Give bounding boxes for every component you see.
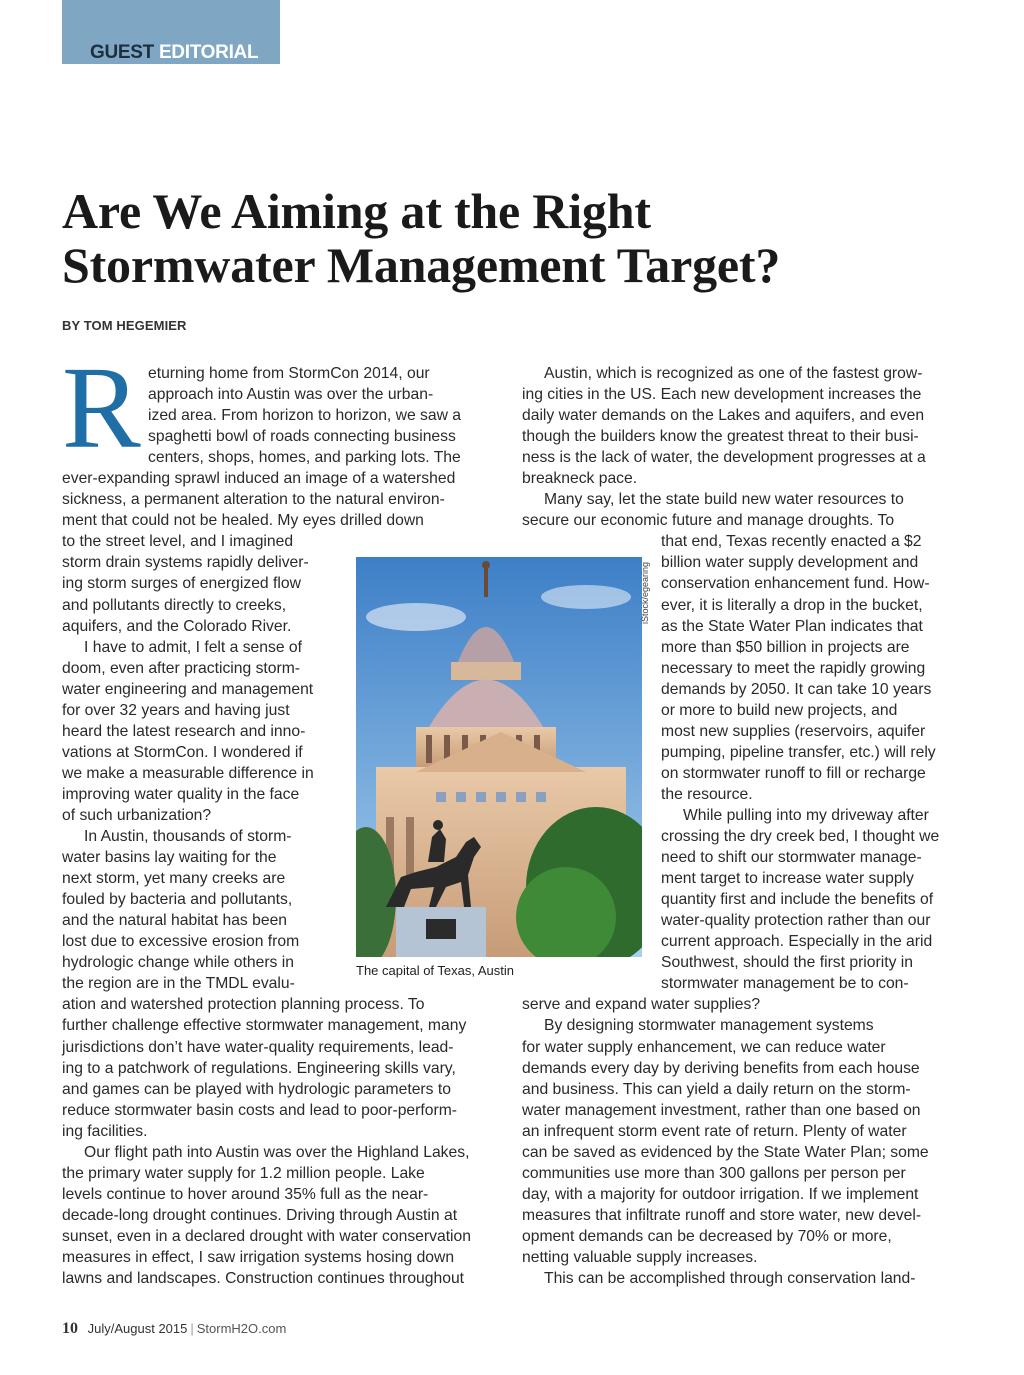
text-line: for over 32 years and having just (62, 701, 290, 719)
text-line: and business. This can yield a daily return on the storm- (522, 1080, 911, 1098)
text-line: ment target to increase water supply (661, 870, 914, 888)
text-line: need to shift our stormwater manage- (661, 849, 922, 867)
text-line: water management investment, rather than one based on (522, 1101, 921, 1119)
text-line: as the State Water Plan indicates that (661, 617, 923, 635)
photo-credit-text: iStock/egearing (640, 561, 651, 625)
text-line: water basins lay waiting for the (62, 849, 277, 867)
text-line: most new supplies (reservoirs, aquifer (661, 722, 926, 740)
text-line: and games can be played with hydrologic parameters to (62, 1080, 451, 1098)
text-line: vations at StormCon. I wondered if (62, 743, 303, 761)
text-line: levels continue to hover around 35% full as the near- (62, 1185, 429, 1203)
issue-date: July/August 2015 (87, 1321, 188, 1336)
text-line: on stormwater runoff to fill or recharge (661, 764, 926, 782)
text-line: reduce stormwater basin costs and lead to poor-perform- (62, 1101, 457, 1119)
drop-cap: R (62, 342, 141, 473)
text-line: water engineering and management (62, 680, 314, 698)
text-line: decade-long drought continues. Driving through Austin at (62, 1206, 458, 1224)
text-line: we make a measurable difference in (62, 764, 314, 782)
text-line: While pulling into my driveway after (683, 806, 929, 824)
text-line: storm drain systems rapidly deliver- (62, 554, 309, 572)
text-line: doom, even after practicing storm- (62, 659, 301, 677)
text-line: next storm, yet many creeks are (62, 870, 286, 888)
text-line: ever, it is literally a drop in the bucket, (661, 596, 923, 614)
text-line: I have to admit, I felt a sense of (84, 638, 303, 656)
text-line: By designing stormwater management systems (544, 1017, 874, 1035)
text-line: demands every day by deriving benefits from each house (522, 1059, 920, 1077)
text-line: Southwest, should the first priority in (661, 954, 913, 972)
text-line: secure our economic future and manage droughts. To (522, 512, 895, 530)
text-line: approach into Austin was over the urban- (148, 386, 434, 404)
text-line: the resource. (661, 785, 753, 803)
text-line: pumping, pipeline transfer, etc.) will rely (661, 743, 936, 761)
text-line: though the builders know the greatest threat to their busi- (522, 428, 919, 446)
text-line: and the natural habitat has been (62, 912, 288, 930)
text-line: further challenge effective stormwater management, many (62, 1017, 467, 1035)
text-line: lawns and landscapes. Construction continues throughout (62, 1270, 465, 1288)
text-line: necessary to meet the rapidly growing (661, 659, 926, 677)
text-line: Our flight path into Austin was over the Highland Lakes, (84, 1143, 470, 1161)
text-line: ment that could not be healed. My eyes drilled down (62, 512, 424, 530)
text-line: to the street level, and I imagined (62, 533, 294, 551)
text-line: ing cities in the US. Each new development increases the (522, 386, 922, 404)
text-line: serve and expand water supplies? (522, 996, 761, 1014)
text-line: opment demands can be decreased by 70% or more, (522, 1227, 892, 1245)
text-line: demands by 2050. It can take 10 years (661, 680, 932, 698)
text-line: lost due to excessive erosion from (62, 933, 300, 951)
text-line: crossing the dry creek bed, I thought we (661, 828, 940, 846)
text-line: centers, shops, homes, and parking lots. The (148, 449, 461, 467)
site-name: StormH2O.com (196, 1321, 287, 1336)
text-line: Austin, which is recognized as one of the fastest grow- (544, 365, 923, 382)
text-line: This can be accomplished through conservation land- (544, 1270, 916, 1288)
text-line: for water supply enhancement, we can reduce water (522, 1038, 886, 1056)
capitol-illustration (356, 557, 642, 957)
title-line-2: Stormwater Management Target? (62, 237, 781, 293)
text-line: the primary water supply for 1.2 million people. Lake (62, 1164, 425, 1182)
capitol-photo (356, 557, 642, 957)
text-line: and pollutants directly to creeks, (62, 596, 287, 614)
text-line: breakneck pace. (522, 470, 638, 488)
text-line: improving water quality in the face (62, 785, 300, 803)
section-header-tab (62, 0, 280, 64)
text-line: ing facilities. (62, 1122, 148, 1140)
text-line: water-quality protection rather than our (661, 912, 931, 930)
photo-credit (642, 560, 656, 630)
text-line: Many say, let the state build new water resources to (544, 491, 904, 509)
text-line: quantity first and include the benefits of (661, 891, 934, 909)
text-line: the region are in the TMDL evalu- (62, 975, 295, 993)
text-line: daily water demands on the Lakes and aquifers, and even (522, 407, 925, 425)
text-line: billion water supply development and (661, 554, 919, 572)
photo-caption: The capital of Texas, Austin (356, 963, 515, 978)
text-line: or more to build new projects, and (661, 701, 898, 719)
text-line: ever-expanding sprawl induced an image of a watershed (62, 470, 456, 488)
page-footer: 10 July/August 2015 | StormH2O.com (62, 1320, 287, 1337)
text-line: measures that infiltrate runoff and store water, new devel- (522, 1206, 922, 1224)
text-line: of such urbanization? (62, 806, 212, 824)
text-line: hydrologic change while others in (62, 954, 294, 972)
text-line: fouled by bacteria and pollutants, (62, 891, 293, 909)
text-line: can be saved as evidenced by the State Water Plan; some (522, 1143, 929, 1161)
text-line: eturning home from StormCon 2014, our (148, 365, 430, 382)
text-line: heard the latest research and inno- (62, 722, 306, 740)
text-line: ness is the lack of water, the development progresses at a (522, 449, 926, 467)
text-line: aquifers, and the Colorado River. (62, 617, 292, 635)
byline: BY TOM HEGEMIER (62, 318, 187, 333)
section-label-part2: EDITORIAL (158, 42, 259, 63)
text-line: spaghetti bowl of roads connecting business (148, 428, 456, 446)
text-line: sickness, a permanent alteration to the natural environ- (62, 491, 445, 509)
text-line: netting valuable supply increases. (522, 1248, 758, 1266)
text-line: day, with a majority for outdoor irrigation. If we implement (522, 1185, 919, 1203)
text-line: ing storm surges of energized flow (62, 575, 301, 593)
text-line: sunset, even in a declared drought with water conservation (62, 1227, 471, 1245)
text-line: ing to a patchwork of regulations. Engineering skills vary, (62, 1059, 456, 1077)
text-line: more than $50 billion in projects are (661, 638, 910, 656)
text-line: measures in effect, I saw irrigation systems hosing down (62, 1248, 455, 1266)
text-line: that end, Texas recently enacted a $2 (661, 533, 922, 551)
text-line: communities use more than 300 gallons per person per (522, 1164, 906, 1182)
article-title (62, 184, 962, 292)
section-label (90, 42, 258, 64)
text-line: conservation enhancement fund. How- (661, 575, 930, 593)
title-line-1: Are We Aiming at the Right (62, 183, 651, 239)
text-line: jurisdictions don’t have water-quality requirements, lead- (62, 1038, 454, 1056)
text-line: an infrequent storm event rate of return. Plenty of water (522, 1122, 907, 1140)
text-line: stormwater management be to con- (661, 975, 909, 993)
text-line: In Austin, thousands of storm- (84, 828, 292, 846)
section-label-part1: GUEST (90, 42, 154, 63)
text-line: ized area. From horizon to horizon, we saw a (148, 407, 462, 425)
page-number: 10 (62, 1320, 78, 1337)
text-line: ation and watershed protection planning process. To (62, 996, 425, 1014)
text-line: current approach. Especially in the arid (661, 933, 933, 951)
